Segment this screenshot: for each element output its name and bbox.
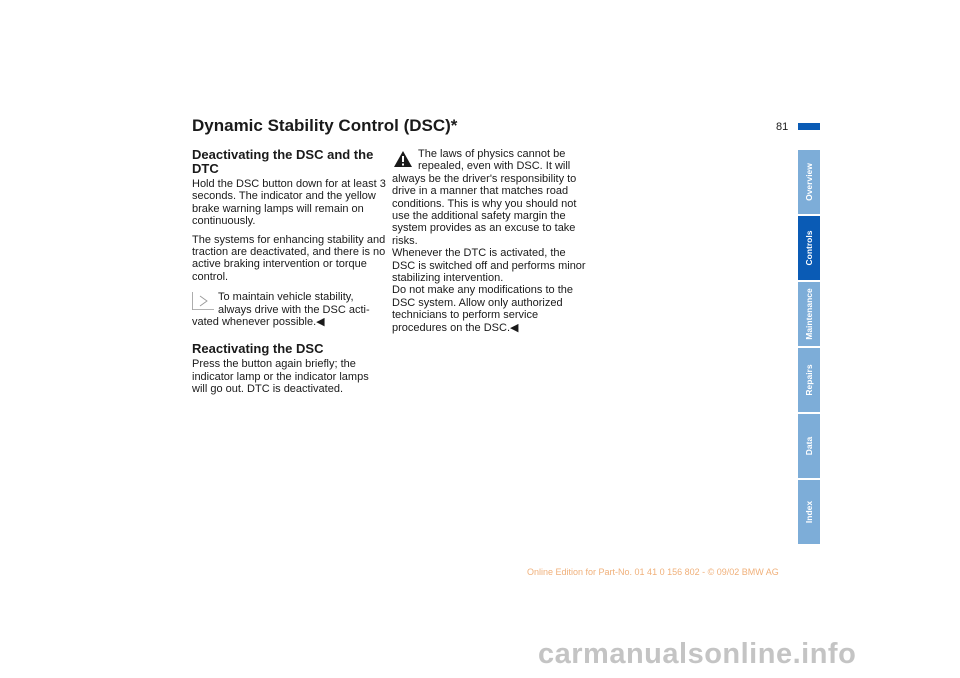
page-title: Dynamic Stability Control (DSC)* bbox=[192, 116, 458, 135]
paragraph-systems-deactivated: The systems for enhancing stability and traction are deactivated, and there is no active braking intervention or torque control. bbox=[192, 233, 386, 283]
page-marker bbox=[798, 123, 820, 130]
warning-text-3: Do not make any modifications to the DSC system. Allow only authorized technicians to perform service procedures on the DSC. bbox=[392, 284, 573, 334]
paragraph-press-button: Press the button again briefly; the indicator lamp or the indicator lamps will go out. DTC is deactivated. bbox=[192, 358, 369, 396]
note-line-2: always drive with the DSC acti- bbox=[218, 303, 370, 316]
warning-line-2: repealed, even with DSC. It will bbox=[418, 160, 571, 173]
warning-text-2: Whenever the DTC is activated, the DSC is switched off and performs minor stabilizing intervention. bbox=[392, 247, 586, 285]
warning-block bbox=[392, 148, 586, 334]
paragraph-hold-button: Hold the DSC button down for at least 3 seconds. The indicator and the yellow brake warning lamps will remain on continuously. bbox=[192, 178, 386, 228]
tab-overview[interactable]: Overview bbox=[798, 150, 820, 214]
section-heading-deactivating: Deactivating the DSC and the DTC bbox=[192, 147, 374, 176]
end-mark: ◀ bbox=[510, 321, 519, 334]
note-block bbox=[192, 291, 386, 328]
right-column bbox=[392, 148, 586, 334]
section-tabs bbox=[798, 150, 820, 546]
tab-controls[interactable]: Controls bbox=[798, 216, 820, 280]
edition-footer: Online Edition for Part-No. 01 41 0 156 802 - © 09/02 BMW AG bbox=[527, 567, 779, 577]
watermark: carmanualsonline.info bbox=[538, 638, 857, 670]
tab-index[interactable]: Index bbox=[798, 480, 820, 544]
note-arrow-icon bbox=[192, 292, 214, 310]
warning-triangle-icon bbox=[393, 150, 413, 168]
left-column bbox=[192, 148, 386, 402]
note-line-1: To maintain vehicle stability, bbox=[218, 291, 354, 304]
tab-repairs[interactable]: Repairs bbox=[798, 348, 820, 412]
tab-maintenance[interactable]: Maintenance bbox=[798, 282, 820, 346]
section-heading-reactivating: Reactivating the DSC bbox=[192, 341, 324, 357]
warning-line-1: The laws of physics cannot be bbox=[418, 148, 566, 160]
end-mark: ◀ bbox=[316, 316, 325, 329]
page-number: 81 bbox=[776, 121, 789, 133]
warning-text: always be the driver's responsibility to drive in a manner that matches road conditions. This is why you should not use the additional safety margin the system provides as an excuse to take risks. bbox=[392, 172, 577, 247]
note-line-rest: vated whenever possible. bbox=[192, 316, 317, 329]
tab-data[interactable]: Data bbox=[798, 414, 820, 478]
